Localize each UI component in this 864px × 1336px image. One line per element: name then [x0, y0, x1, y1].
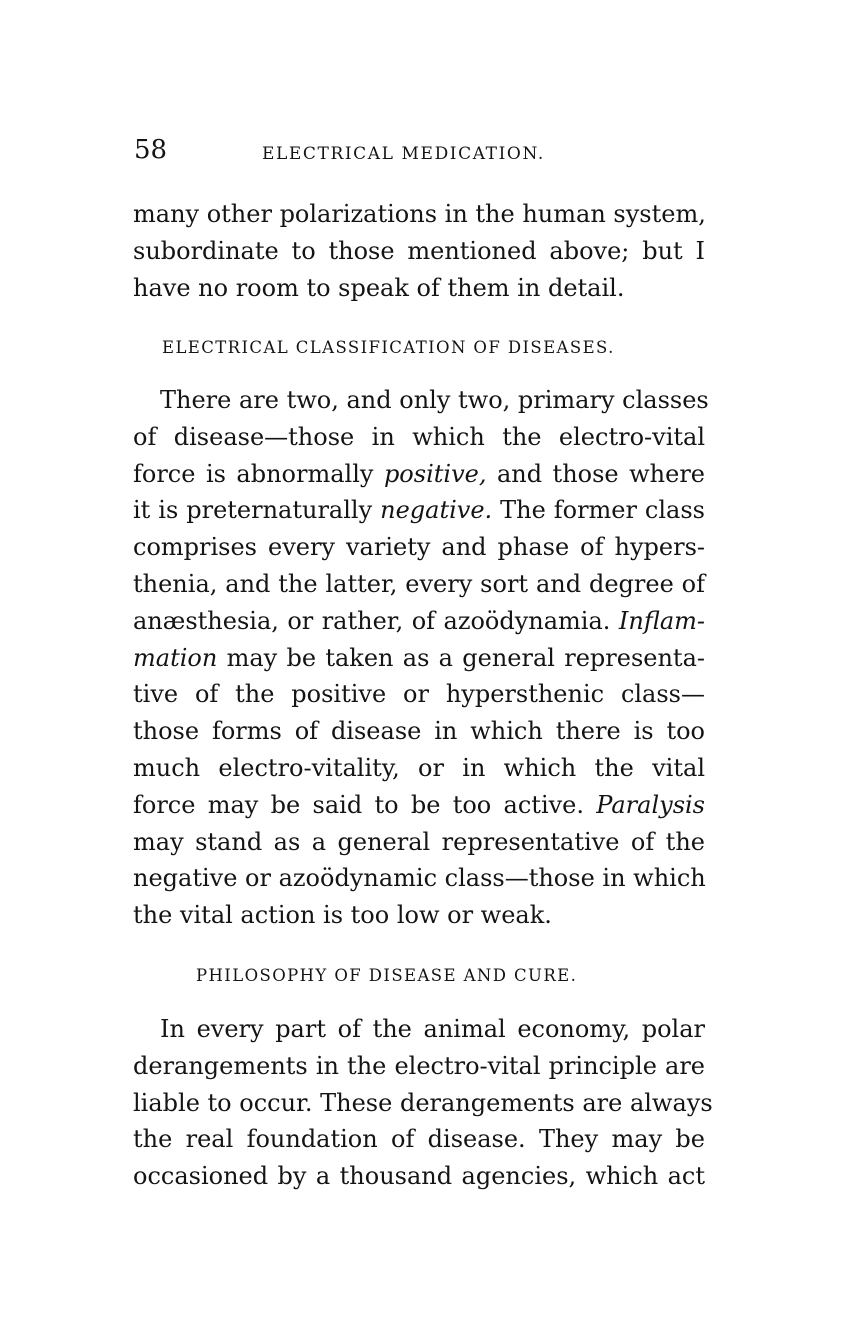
text-line: the real foundation of disease. They may be — [133, 1125, 705, 1154]
text-line — [133, 787, 705, 824]
text-line: those forms of disease in which there is too — [133, 717, 705, 746]
text-line: occasioned by a thousand agencies, which act — [133, 1162, 705, 1191]
text-fragment: and those where — [486, 459, 705, 488]
italic-term: negative. — [380, 496, 493, 525]
text-fragment: force may be said to be too active. — [133, 790, 597, 819]
italic-term: Inflam- — [618, 606, 705, 635]
text-fragment: anæsthesia, or rather, of azoödynamia. — [133, 606, 619, 635]
section-heading-classification: ELECTRICAL CLASSIFICATION OF DISEASES. — [162, 338, 615, 357]
text-line: have no room to speak of them in detail. — [133, 273, 625, 302]
text-fragment: force is abnormally — [133, 459, 384, 488]
text-line: the vital action is too low or weak. — [133, 901, 552, 930]
text-fragment: it is preternaturally — [133, 496, 381, 525]
text-line: There are two, and only two, primary classes — [160, 386, 709, 414]
text-line — [133, 640, 705, 677]
text-line: much electro-vitality, or in which the vital — [133, 753, 705, 782]
running-head: ELECTRICAL MEDICATION. — [262, 144, 545, 164]
section-heading-philosophy: PHILOSOPHY OF DISEASE AND CURE. — [196, 966, 578, 985]
page-header — [134, 134, 714, 174]
text-line: may stand as a general representative of the — [133, 827, 705, 856]
continuation-paragraph — [133, 196, 705, 306]
italic-term: positive, — [383, 459, 487, 488]
italic-term: Paralysis — [596, 790, 705, 819]
text-line — [133, 603, 705, 640]
text-line: thenia, and the latter, every sort and degree of — [133, 569, 705, 598]
philosophy-paragraph — [133, 1011, 713, 1195]
text-line: many other polarizations in the human system, — [133, 200, 706, 228]
text-line: In every part of the animal economy, polar — [160, 1015, 705, 1043]
page-number: 58 — [134, 135, 168, 165]
text-line: subordinate to those mentioned above; but I — [133, 236, 705, 265]
text-line — [133, 492, 705, 529]
classification-paragraph — [133, 382, 709, 934]
text-line: comprises every variety and phase of hypers- — [133, 533, 705, 562]
text-line: liable to occur. These derangements are always — [133, 1088, 713, 1117]
text-line: of disease—those in which the electro-vital — [133, 422, 705, 451]
italic-term: mation — [133, 643, 218, 672]
text-fragment: may be taken as a general representa- — [217, 643, 705, 672]
text-line: derangements in the electro-vital principle are — [133, 1051, 705, 1080]
text-line: negative or azoödynamic class—those in which — [133, 864, 706, 893]
text-line: tive of the positive or hypersthenic class— — [133, 680, 705, 709]
text-line — [133, 456, 705, 493]
text-fragment: The former class — [492, 496, 705, 525]
